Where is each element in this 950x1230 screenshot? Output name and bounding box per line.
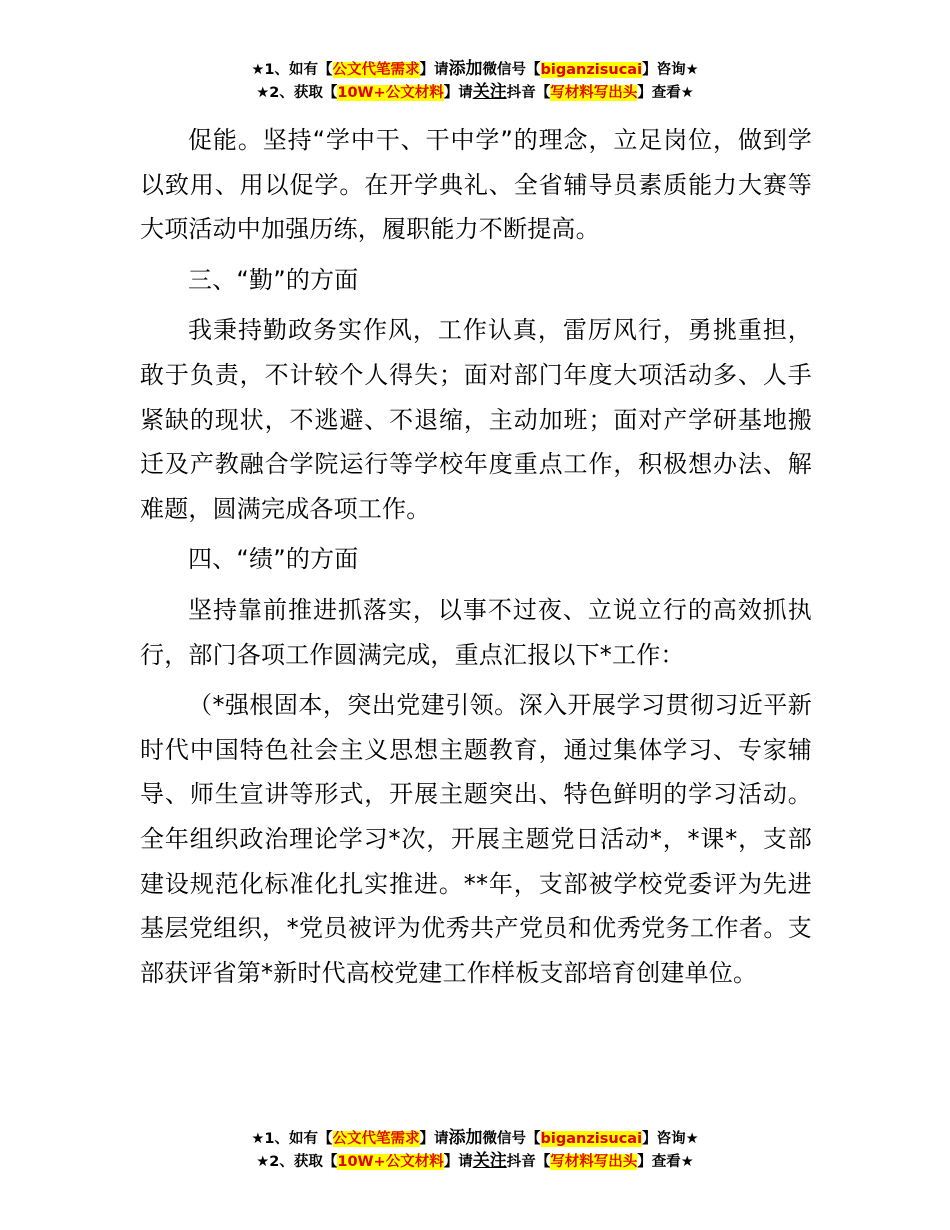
banner-emphasis: 关注 — [472, 1151, 507, 1171]
banner-text: ★2、获取【 — [256, 1154, 338, 1170]
banner-highlight: biganzisucai — [540, 62, 643, 78]
header-banner — [0, 58, 950, 104]
banner-text: ★1、如有【 — [251, 62, 333, 78]
banner-highlight: 10W+公文材料 — [337, 85, 444, 101]
banner-highlight: biganzisucai — [540, 1131, 643, 1147]
paragraph-party-building: （*强根固本，突出党建引领。深入开展学习贯彻习近平新时代中国特色社会主义思想主题教育，通过集体学习、专家辅导、师生宣讲等形式，开展主题突出、特色鲜明的学习活动。全年组织政治理论学习*次，开展主题党日活动*，*课*，支部建设规范化标准化扎实推进。**年，支部被学校党委评为先进基层党组织，*党员被评为优秀共产党员和优秀党务工作者。支部获评省第*新时代高校党建工作样板支部培育创建单位。 — [140, 691, 812, 987]
banner-highlight: 10W+公文材料 — [337, 1154, 444, 1170]
paragraph-intro: 促能。坚持“学中干、干中学”的理念，立足岗位，做到学以致用、用以促学。在开学典礼、全省辅导员素质能力大赛等大项活动中加强历练，履职能力不断提高。 — [140, 126, 812, 244]
banner-emphasis: 关注 — [472, 82, 507, 102]
document-body — [140, 118, 812, 995]
banner-text: 】咨询★ — [642, 62, 699, 78]
banner-highlight: 公文代笔需求 — [332, 1131, 420, 1147]
banner-text: 微信号【 — [482, 62, 541, 78]
banner-highlight: 公文代笔需求 — [332, 62, 420, 78]
banner-line-1 — [0, 58, 950, 81]
banner-text: 微信号【 — [482, 1131, 541, 1147]
banner-emphasis: 添加 — [448, 59, 483, 79]
banner-text: 抖音【 — [506, 85, 551, 101]
banner-emphasis: 添加 — [448, 1128, 483, 1148]
banner-text: 】查看★ — [637, 85, 694, 101]
banner-highlight: 写材料写出头 — [550, 1154, 638, 1170]
banner-text: 】查看★ — [637, 1154, 694, 1170]
banner-text: 】请 — [443, 1154, 473, 1170]
banner-text: 】请 — [419, 1131, 449, 1147]
banner-text: ★1、如有【 — [251, 1131, 333, 1147]
banner-text: 】请 — [443, 85, 473, 101]
banner-text: 】请 — [419, 62, 449, 78]
section-heading-4: 四、“绩”的方面 — [188, 545, 359, 574]
banner-line-2 — [0, 81, 950, 104]
footer-banner — [0, 1127, 950, 1173]
paragraph-section-4: 坚持靠前推进抓落实，以事不过夜、立说立行的高效抓执行，部门各项工作圆满完成，重点汇报以下*工作： — [140, 595, 812, 669]
section-heading-3: 三、“勤”的方面 — [188, 265, 359, 294]
banner-text: 】咨询★ — [642, 1131, 699, 1147]
banner-line-1 — [0, 1127, 950, 1150]
banner-text: 抖音【 — [506, 1154, 551, 1170]
banner-line-2 — [0, 1150, 950, 1173]
banner-highlight: 写材料写出头 — [550, 85, 638, 101]
paragraph-section-3: 我秉持勤政务实作风，工作认真，雷厉风行，勇挑重担，敢于负责，不计较个人得失；面对部门年度大项活动多、人手紧缺的现状，不逃避、不退缩，主动加班；面对产学研基地搬迁及产教融合学院运行等学校年度重点工作，积极想办法、解难题，圆满完成各项工作。 — [140, 316, 812, 523]
banner-text: ★2、获取【 — [256, 85, 338, 101]
